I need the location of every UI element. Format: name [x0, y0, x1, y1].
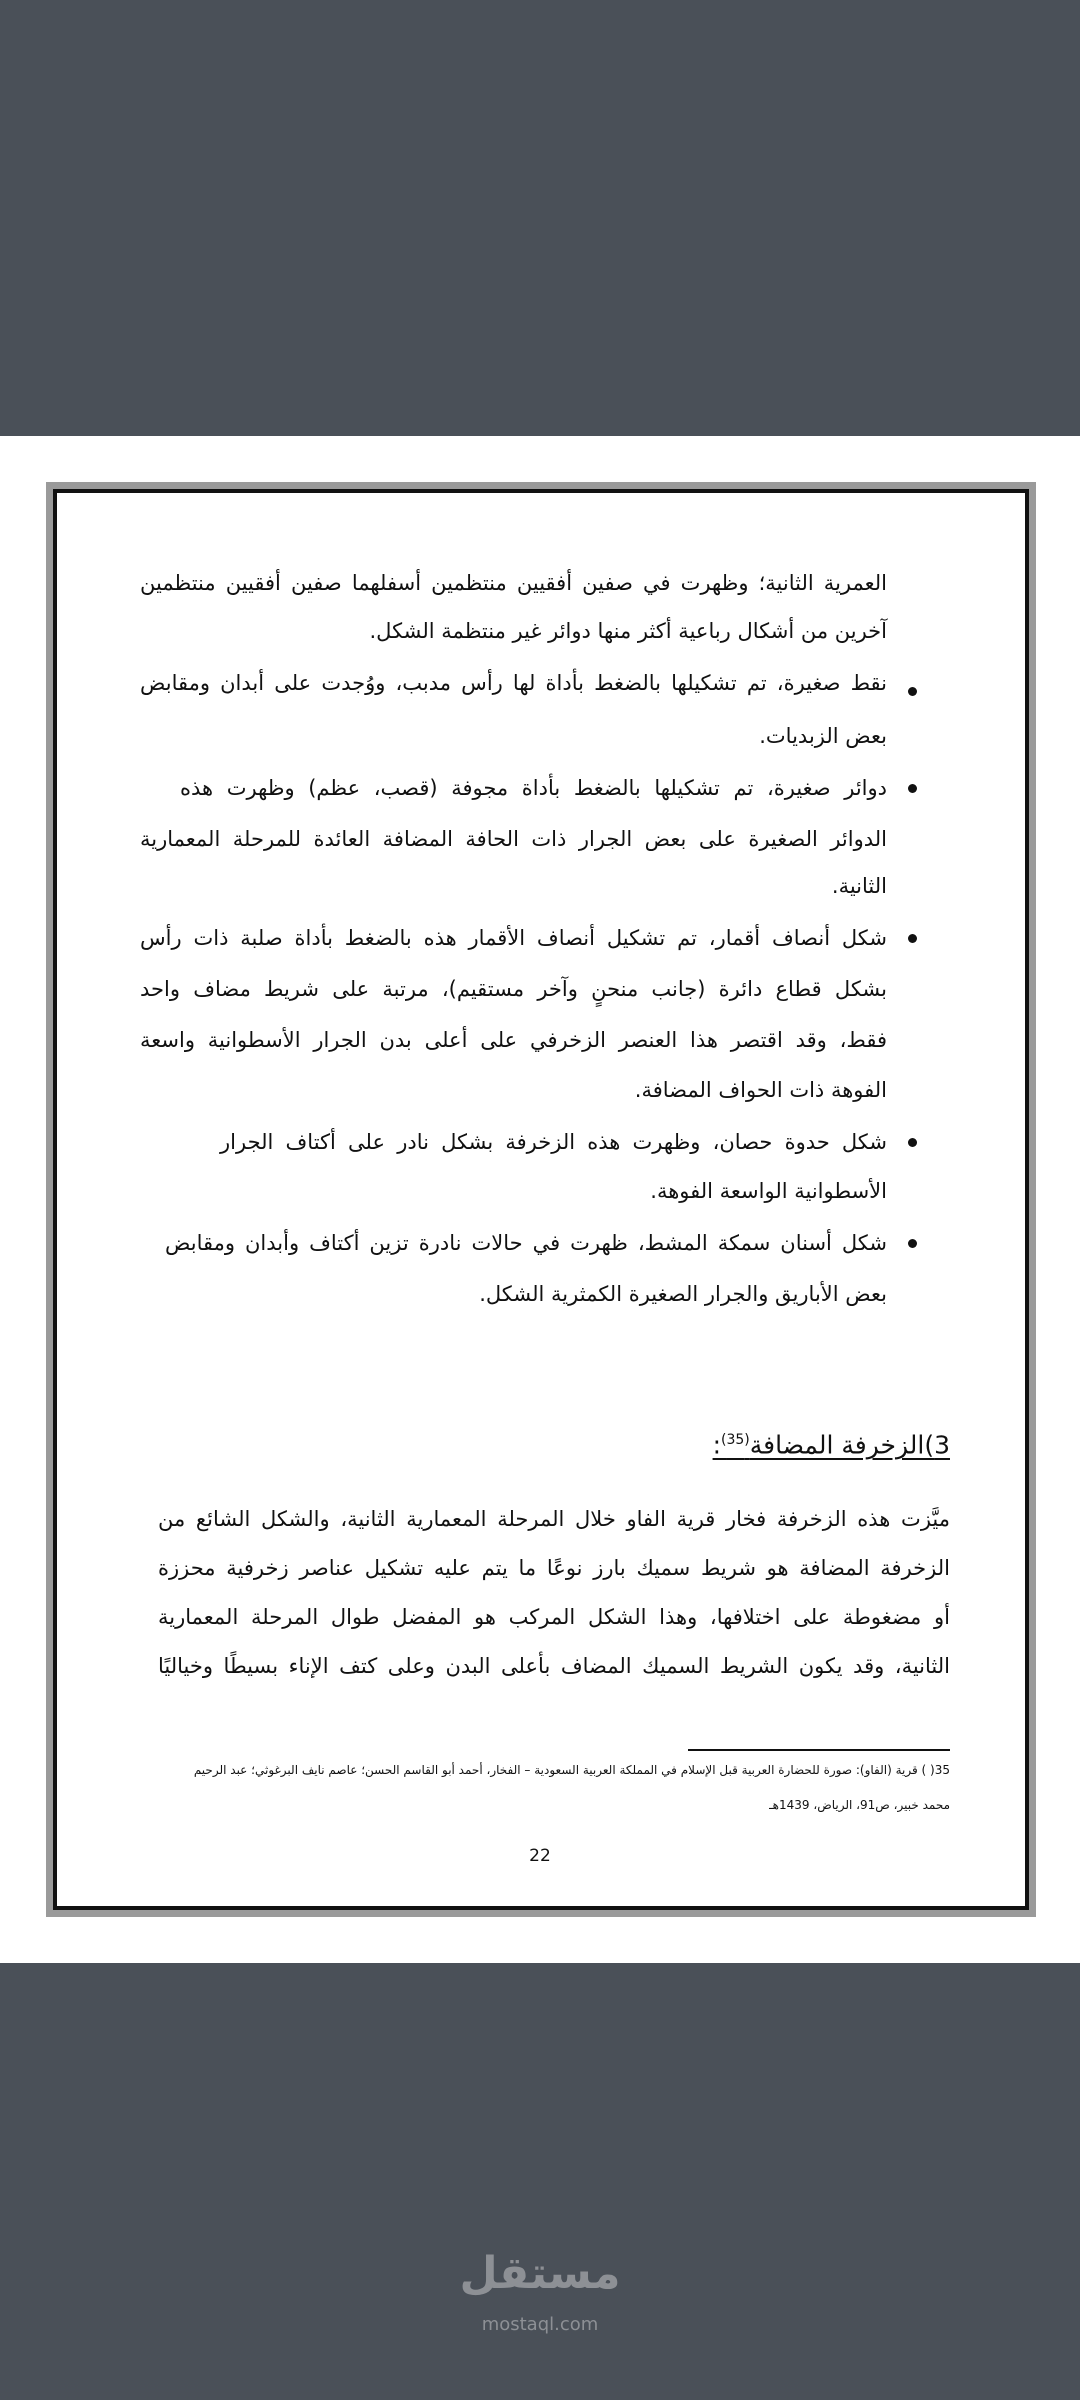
footnote-separator: [688, 1749, 950, 1751]
bullet-line: دوائر صغيرة، تم تشكيلها بالضغط بأداة مجوفة (قصب، عظم) وظهرت هذه: [180, 776, 887, 800]
bullet-line: شكل أنصاف أقمار، تم تشكيل أنصاف الأقمار هذه بالضغط بأداة صلبة ذات رأس: [140, 926, 887, 950]
section-heading-colon: :: [712, 1430, 721, 1460]
bullet-line: نقط صغيرة، تم تشكيلها بالضغط بأداة لها رأس مدبب، ووُجدت على أبدان ومقابض: [140, 671, 887, 695]
section-heading: [713, 1420, 950, 1465]
bullet-line: بعض الأباريق والجرار الصغيرة الكمثرية الشكل.: [479, 1282, 887, 1306]
bullet-line: شكل حدوة حصان، وظهرت هذه الزخرفة بشكل نادر على أكتاف الجرار: [220, 1130, 887, 1154]
bullet-line: الفوهة ذات الحواف المضافة.: [634, 1078, 887, 1102]
paragraph-line: أو مضغوطة على اختلافها، وهذا الشكل المركب هو المفضل طوال المرحلة المعمارية: [158, 1605, 950, 1629]
bullet-line: فقط، وقد اقتصر هذا العنصر الزخرفي على أعلى بدن الجرار الأسطوانية واسعة: [140, 1028, 887, 1052]
watermark-logo: مستقل: [459, 2248, 621, 2299]
intro-line: العمرية الثانية؛ وظهرت في صفين أفقيين منتظمين أسفلهما صفين أفقيين منتظمين: [140, 571, 887, 595]
page-number: 22: [529, 1846, 551, 1866]
section-heading-text: 3)الزخرفة المضافة: [749, 1430, 950, 1460]
bullet-icon: [908, 1138, 917, 1147]
bullet-line: الأسطوانية الواسعة الفوهة.: [650, 1179, 887, 1203]
bullet-line: شكل أسنان سمكة المشط، ظهرت في حالات نادرة تزين أكتاف وأبدان ومقابض: [165, 1231, 887, 1255]
paragraph-line: الزخرفة المضافة هو شريط سميك بارز نوعًا ما يتم عليه تشكيل عناصر زخرفية محززة: [158, 1556, 950, 1580]
bullet-icon: [908, 784, 917, 793]
watermark-url: mostaql.com: [481, 2314, 599, 2335]
bullet-icon: [908, 687, 917, 696]
bullet-icon: [908, 934, 917, 943]
footnote-reference[interactable]: (35): [721, 1432, 750, 1448]
paragraph-line: الثانية، وقد يكون الشريط السميك المضاف بأعلى البدن وعلى كتف الإناء بسيطًا وخياليًا: [158, 1654, 950, 1678]
bullet-line: الدوائر الصغيرة على بعض الجرار ذات الحافة المضافة العائدة للمرحلة المعمارية: [140, 827, 887, 851]
footnote-line: محمد خبير، ص91، الرياض، 1439هـ: [769, 1798, 950, 1812]
bullet-icon: [908, 1239, 917, 1248]
top-backdrop: [0, 0, 1080, 436]
intro-line: آخرين من أشكال رباعية أكثر منها دوائر غير منتظمة الشكل.: [369, 619, 887, 643]
paragraph-line: ميَّزت هذه الزخرفة فخار قرية الفاو خلال المرحلة المعمارية الثانية، والشكل الشائع من: [158, 1507, 950, 1531]
footnote-line: 35( ) قرية (الفاو): صورة للحضارة العربية قبل الإسلام في المملكة العربية السعودية – الفخار، أحمد أبو القاسم الحسن؛ عاصم نايف البرغوثي؛ عبد الرحيم: [193, 1763, 950, 1777]
bullet-line: بعض الزبديات.: [759, 724, 887, 748]
bullet-line: الثانية.: [831, 874, 887, 898]
bullet-line: بشكل قطاع دائرة (جانب منحنٍ وآخر مستقيم)، مرتبة على شريط مضاف واحد: [140, 977, 887, 1001]
